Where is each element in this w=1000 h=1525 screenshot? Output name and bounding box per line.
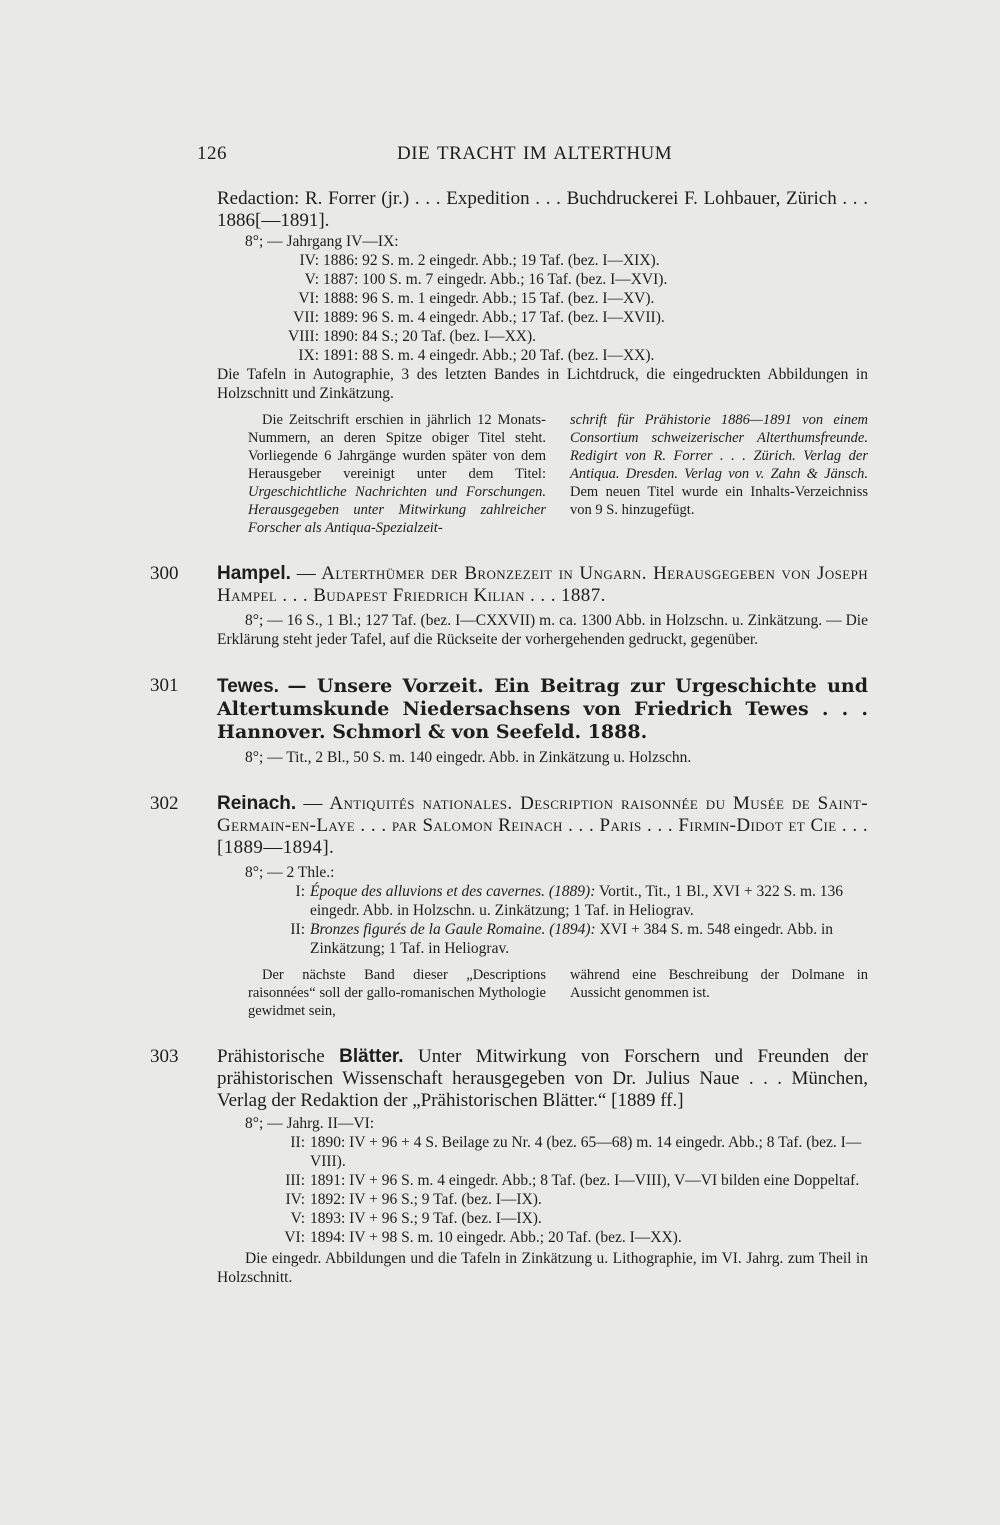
entry-title: — Antiquités nationales. Description raisonnée du Musée de Saint-Germain-en-Laye . . . par Salomon Reinach . . . Paris . . . Firmin-Didot et Cie . . . [1889—1894]. <box>217 793 869 858</box>
entry-303 <box>150 1046 868 1287</box>
page-number: 126 <box>197 143 227 164</box>
entry-heading <box>150 675 868 744</box>
volume-line <box>245 1228 868 1247</box>
entry-heading <box>150 563 868 607</box>
note-italic-text: Urgeschichtliche Nachrichten und Forschungen. Herausgegeben unter Mitwirkung zahlreicher Forscher als Antiqua-Spezialzeit- <box>248 484 546 536</box>
entry-title: Unter Mitwirkung von Forschern und Freunden der prähistorischen Wissenschaft herausgegeben von Dr. Julius Naue . . . München, Verlag der Redaktion der „Prähistorischen Blätter.“ [1889 ff.] <box>217 1046 868 1111</box>
volume-line <box>245 251 868 270</box>
volume-number: III : <box>245 1171 305 1190</box>
entry-number: 301 <box>150 675 179 696</box>
entry-301 <box>150 675 868 767</box>
note-column-left <box>248 966 546 1020</box>
volume-line <box>245 1209 868 1228</box>
entry-title-prefix: Prähistorische <box>217 1046 325 1067</box>
volume-text: 1892: IV + 96 S.; 9 Taf. (bez. I—IX). <box>310 1191 542 1208</box>
volume-line <box>245 327 868 346</box>
volume-text: 1888: 96 S. m. 1 eingedr. Abb.; 15 Taf. (bez. I—XV). <box>323 290 655 307</box>
running-title: DIE TRACHT IM ALTERTHUM <box>397 143 673 164</box>
note-column-left <box>248 411 546 537</box>
volume-number: II : <box>245 920 305 939</box>
volume-text: 1886: 92 S. m. 2 eingedr. Abb.; 19 Taf. (bez. I—XIX). <box>323 252 660 269</box>
entry-author: Reinach. <box>217 793 297 814</box>
entry-format: 8°; — Jahrg. II—VI: <box>245 1115 375 1132</box>
volume-text: XVI + 384 S. m. 548 eingedr. Abb. in Zinkätzung; 1 Taf. in Heliograv. <box>310 921 834 957</box>
entry-number: 300 <box>150 563 179 584</box>
volume-text: 1890: IV + 96 + 4 S. Beilage zu Nr. 4 (bez. 65—68) m. 14 eingedr. Abb.; 8 Taf. (bez. I—VIII). <box>310 1134 862 1170</box>
entry-heading <box>150 793 868 859</box>
volume-text: 1889: 96 S. m. 4 eingedr. Abb.; 17 Taf. (bez. I—XVII). <box>323 309 665 326</box>
two-column-note <box>248 966 868 1020</box>
note-text: Dem neuen Titel wurde ein Inhalts-Verzeichniss von 9 S. hinzugefügt. <box>570 484 868 518</box>
page-content <box>150 188 868 1287</box>
two-column-note <box>248 411 868 537</box>
volume-number: VII : <box>245 308 319 327</box>
entry-title: — Unsere Vorzeit. Ein Beitrag zur Urgeschichte und Altertumskunde Niedersachsens von Friedrich Tewes . . . Hannover. Schmorl & von Seefeld. 1888. <box>217 675 868 743</box>
entry-note: Die Tafeln in Autographie, 3 des letzten Bandes in Lichtdruck, die eingedruckten Abbildungen in Holzschnitt und Zinkätzung. <box>217 366 868 402</box>
volume-line <box>245 1171 868 1190</box>
note-column-right <box>570 411 868 537</box>
entry-author: Blätter. <box>339 1046 404 1067</box>
entry-format: 8°; — Jahrgang IV—IX: <box>245 233 399 250</box>
volume-line <box>245 308 868 327</box>
volume-number: IV : <box>245 1190 305 1209</box>
volume-number: V : <box>245 1209 305 1228</box>
volume-line <box>245 1133 868 1171</box>
entry-note: 8°; — Tit., 2 Bl., 50 S. m. 140 eingedr. Abb. in Zinkätzung u. Holzschn. <box>245 749 692 766</box>
entry-format: 8°; — 2 Thle.: <box>245 864 335 881</box>
volume-line <box>245 920 868 958</box>
volume-list <box>245 882 868 958</box>
volume-number: VI : <box>245 1228 305 1247</box>
note-italic-text: schrift für Prähistorie 1886—1891 von einem Consortium schweizerischer Alterthumsfreunde. Redigirt von R. Forrer . . . Zürich. Verlag der Antiqua. Dresden. Verlag von v. Zahn & Jänsch. <box>570 412 868 482</box>
entry-number: 302 <box>150 793 179 814</box>
volume-text: Vortit., Tit., 1 Bl., XVI + 322 S. m. 136 eingedr. Abb. in Holzschn. u. Zinkätzung; 1 Taf. in Heliograv. <box>310 883 844 919</box>
volume-title: Bronzes figurés de la Gaule Romaine. (1894): <box>310 921 596 938</box>
entry-intro <box>150 188 868 537</box>
volume-number: VI : <box>245 289 319 308</box>
note-column-right <box>570 966 868 1020</box>
entry-300 <box>150 563 868 649</box>
note-text: während eine Beschreibung der Dolmane in Aussicht genommen ist. <box>570 967 868 1001</box>
volume-text: 1893: IV + 96 S.; 9 Taf. (bez. I—IX). <box>310 1210 542 1227</box>
entry-note: Die eingedr. Abbildungen und die Tafeln in Zinkätzung u. Lithographie, im VI. Jahrg. zum Theil in Holzschnitt. <box>217 1250 868 1286</box>
entry-author: Hampel. <box>217 563 291 584</box>
entry-author: Tewes. <box>217 676 279 697</box>
entry-302 <box>150 793 868 1020</box>
volume-number: IX : <box>245 346 319 365</box>
entry-note: 8°; — 16 S., 1 Bl.; 127 Taf. (bez. I—CXXVII) m. ca. 1300 Abb. in Holzschn. u. Zinkätzung. — Die Erklärung steht jeder Tafel, auf die Rückseite der vorhergehenden gedruckt, gegenüber. <box>217 612 868 648</box>
entry-heading <box>150 1046 868 1112</box>
volume-line <box>245 289 868 308</box>
note-text: Die Zeitschrift erschien in jährlich 12 Monats-Nummern, an deren Spitze obiger Titel steht. Vorliegende 6 Jahrgänge wurden später von dem Herausgeber vereinigt unter dem Titel: <box>248 412 546 482</box>
volume-text: 1891: 88 S. m. 4 eingedr. Abb.; 20 Taf. (bez. I—XX). <box>323 347 655 364</box>
volume-line <box>245 346 868 365</box>
volume-text: 1894: IV + 98 S. m. 10 eingedr. Abb.; 20 Taf. (bez. I—XX). <box>310 1229 682 1246</box>
volume-number: I : <box>245 882 305 901</box>
volume-text: 1887: 100 S. m. 7 eingedr. Abb.; 16 Taf. (bez. I—XVI). <box>323 271 668 288</box>
volume-list <box>245 251 868 365</box>
entry-title: — Alterthümer der Bronzezeit in Ungarn. Herausgegeben von Joseph Hampel . . . Budapest Friedrich Kilian . . . 1887. <box>217 563 869 606</box>
volume-number: VIII : <box>245 327 319 346</box>
volume-title: Époque des alluvions et des cavernes. (1889): <box>310 883 596 900</box>
entry-heading: Redaction: R. Forrer (jr.) . . . Expedition . . . Buchdruckerei F. Lohbauer, Zürich . . . 1886[—1891]. <box>217 188 868 231</box>
volume-number: IV : <box>245 251 319 270</box>
volume-number: II : <box>245 1133 305 1152</box>
volume-text: 1890: 84 S.; 20 Taf. (bez. I—XX). <box>323 328 537 345</box>
volume-list <box>245 1133 868 1247</box>
volume-line <box>245 270 868 289</box>
note-text: Der nächste Band dieser „Descriptions raisonnées“ soll der gallo-romanischen Mythologie gewidmet sein, <box>248 967 546 1019</box>
volume-line <box>245 1190 868 1209</box>
volume-line <box>245 882 868 920</box>
volume-number: V : <box>245 270 319 289</box>
volume-text: 1891: IV + 96 S. m. 4 eingedr. Abb.; 8 Taf. (bez. I—VIII), V—VI bilden eine Doppeltaf. <box>310 1172 860 1189</box>
entry-number: 303 <box>150 1046 179 1067</box>
